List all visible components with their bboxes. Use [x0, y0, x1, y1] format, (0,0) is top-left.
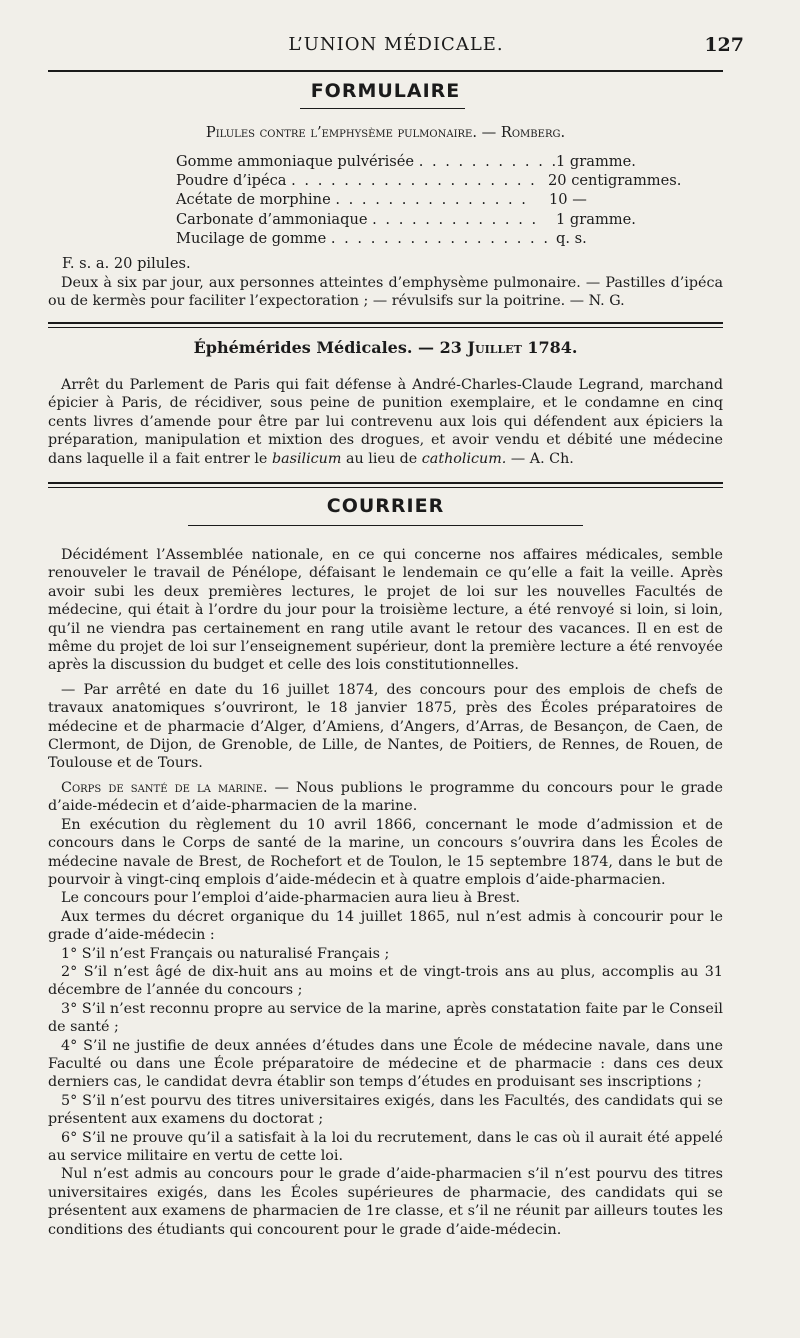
- courrier-paragraph: Décidément l’Assemblée nationale, en ce qui concerne nos affaires médicales, semble renouveler le travail de Pénélope, défaisant le lendemain ce qu’elle a fait la veille. Après avoir subi les deux premières lectures, le projet de loi sur les nouvelles Facultés de médecine, qui était à l’ordre du jour pour la troisième lecture, a été renvoyé si loin, si loin, qu’il ne viendra pas certainement en rang utile avant le retour des vacances. Il en est de même du projet de loi sur l’enseignement supérieur, dont la première lecture a été renvoyée après la discussion du budget et celle des lois constitutionnelles.: [48, 547, 723, 674]
- ephemerides-date: Juillet 1784.: [467, 338, 578, 357]
- condition-item: 1° S’il n’est Français ou naturalisé Français ;: [61, 945, 390, 962]
- formulaire-subheading: [48, 124, 723, 141]
- formulaire-underline: [300, 108, 465, 109]
- section-rule-top: [48, 322, 723, 324]
- ingredient-name: Gomme ammoniaque pulvérisée: [176, 153, 415, 170]
- condition-item: 4° S’il ne justifie de deux années d’études dans une École de médecine navale, dans une Faculté ou dans une École préparatoire de médecine et de pharmacie : dans ces deux derniers cas, le candidat devra établir son temps d’études en produisant ses inscriptions ;: [48, 1037, 723, 1091]
- ephemerides-text-between: au lieu de: [346, 450, 418, 467]
- courrier-paragraph: En exécution du règlement du 10 avril 1866, concernant le mode d’admission et de concours dans le Corps de santé de la marine, un concours s’ouvrira dans les Écoles de médecine navale de Brest, de Rochefort et de Toulon, le 15 septembre 1874, dans le but de pourvoir à vingt-cinq emplois d’aide-médecin et à quatre emplois d’aide-pharmacien.: [48, 816, 723, 888]
- leader-dots: . . . . . . . . . . . . . . .: [335, 191, 528, 208]
- recipe-instructions: [48, 274, 723, 311]
- recipe-title: Pilules contre l’emphysème pulmonaire. — Romberg.: [205, 124, 566, 141]
- ingredient-qty: 1 gramme.: [556, 153, 636, 170]
- section-rule-top: [48, 482, 723, 484]
- ingredient-name: Carbonate d’ammoniaque: [176, 211, 368, 228]
- leader-dots: . . . . . . . . . . . . . . . . . . .: [291, 172, 537, 189]
- ingredient-name: Mucilage de gomme: [176, 230, 327, 247]
- leader-dots: . . . . . . . . . . .: [418, 153, 559, 170]
- section-rule-bottom: [48, 487, 723, 488]
- formulaire-heading: FORMULAIRE: [310, 80, 461, 102]
- corps-sante-lead: Corps de santé de la marine.: [61, 779, 268, 796]
- ingredient-name: Poudre d’ipéca: [176, 172, 287, 189]
- condition-item: 2° S’il n’est âgé de dix-huit ans au moins et de vingt-trois ans au plus, accomplis au 31 décembre de l’année du concours ;: [48, 963, 723, 999]
- ingredient-name: Acétate de morphine: [176, 191, 331, 208]
- ingredient-qty: 20 centigrammes.: [548, 172, 682, 189]
- courrier-paragraph: Nul n’est admis au concours pour le grade d’aide-pharmacien s’il n’est pourvu des titres universitaires exigés, dans les Écoles supérieures de pharmacie, des candidats qui se présentent aux examens de pharmacien de 1re classe, et s’il ne réunit par ailleurs toutes les conditions des étudiants qui concourent pour le grade d’aide-médecin.: [48, 1166, 723, 1238]
- corps-sante-text: — Nous publions le programme du concours pour le grade d’aide-médecin et d’aide-pharmacien de la marine.: [48, 779, 724, 815]
- courrier-body: [48, 546, 723, 1239]
- condition-item: 6° S’il ne prouve qu’il a satisfait à la loi du recrutement, dans le cas où il aurait été appelé au service militaire en vertu de cette loi.: [48, 1129, 723, 1164]
- condition-item: 3° S’il n’est reconnu propre au service de la marine, après constatation faite par le Conseil de santé ;: [48, 1000, 723, 1036]
- instructions-text: Deux à six par jour, aux personnes atteintes d’emphysème pulmonaire. — Pastilles d’ipéca ou de kermès pour faciliter l’expectoration ; — révulsifs sur la poitrine. — N. G.: [48, 275, 723, 310]
- leader-dots: . . . . . . . . . . . . . . . . .: [330, 230, 550, 247]
- ingredient-qty: 1 gramme.: [556, 211, 636, 228]
- ingredient-row: [176, 211, 538, 228]
- ephemerides-text: Arrêt du Parlement de Paris qui fait défense à André-Charles-Claude Legrand, marchand épicier à Paris, de récidiver, sous peine de punition exemplaire, et le condamne en cinq cents livres d’amende pour être par lui contrevenu aux lois qui défendent aux épiciers la préparation, manipulation et mixtion des drogues, et avoir vendu et débité une médecine dans laquelle il a fait entrer le: [48, 377, 723, 467]
- header-rule: [48, 70, 723, 72]
- leader-dots: . . . . . . . . . . . . .: [372, 211, 539, 228]
- condition-item: 5° S’il n’est pourvu des titres universitaires exigés, dans les Facultés, des candidats qui se présentent aux examens du doctorat ;: [48, 1092, 723, 1128]
- ephemerides-signature: — A. Ch.: [510, 450, 574, 467]
- fsa-line: F. s. a. 20 pilules.: [62, 255, 191, 272]
- running-title: L’UNION MÉDICALE.: [288, 34, 504, 55]
- catholicum-term: catholicum.: [421, 450, 507, 467]
- ingredient-row: [176, 191, 528, 208]
- courrier-underline: [188, 525, 583, 526]
- courrier-paragraph: — Par arrêté en date du 16 juillet 1874, des concours pour des emplois de chefs de travaux anatomiques s’ouvriront, le 18 janvier 1875, près des Écoles préparatoires de médecine et de pharmacie d’Alger, d’Amiens, d’Angers, d’Arras, de Besançon, de Caen, de Clermont, de Dijon, de Grenoble, de Lille, de Nantes, de Poitiers, de Rennes, de Rouen, de Toulouse et de Tours.: [48, 681, 723, 772]
- section-rule-bottom: [48, 327, 723, 328]
- courrier-heading: COURRIER: [326, 495, 445, 517]
- ephemerides-paragraph: [48, 376, 723, 468]
- ingredient-qty: 10 —: [549, 191, 587, 208]
- ingredient-row: [176, 172, 537, 189]
- courrier-paragraph: [48, 779, 723, 816]
- ephemerides-heading: [48, 338, 723, 357]
- ingredient-row: [176, 153, 558, 170]
- courrier-paragraph: Aux termes du décret organique du 14 juillet 1865, nul n’est admis à concourir pour le grade d’aide-médecin :: [48, 908, 723, 944]
- ingredient-qty: q. s.: [556, 230, 587, 247]
- courrier-paragraph: Le concours pour l’emploi d’aide-pharmacien aura lieu à Brest.: [61, 890, 521, 907]
- basilicum-term: basilicum: [271, 450, 342, 467]
- ingredient-row: [176, 230, 550, 247]
- page-number: 127: [704, 34, 744, 56]
- ephemerides-title: Éphémérides Médicales. — 23: [193, 338, 462, 357]
- running-header: [48, 34, 744, 58]
- ephemerides-body: [48, 376, 723, 468]
